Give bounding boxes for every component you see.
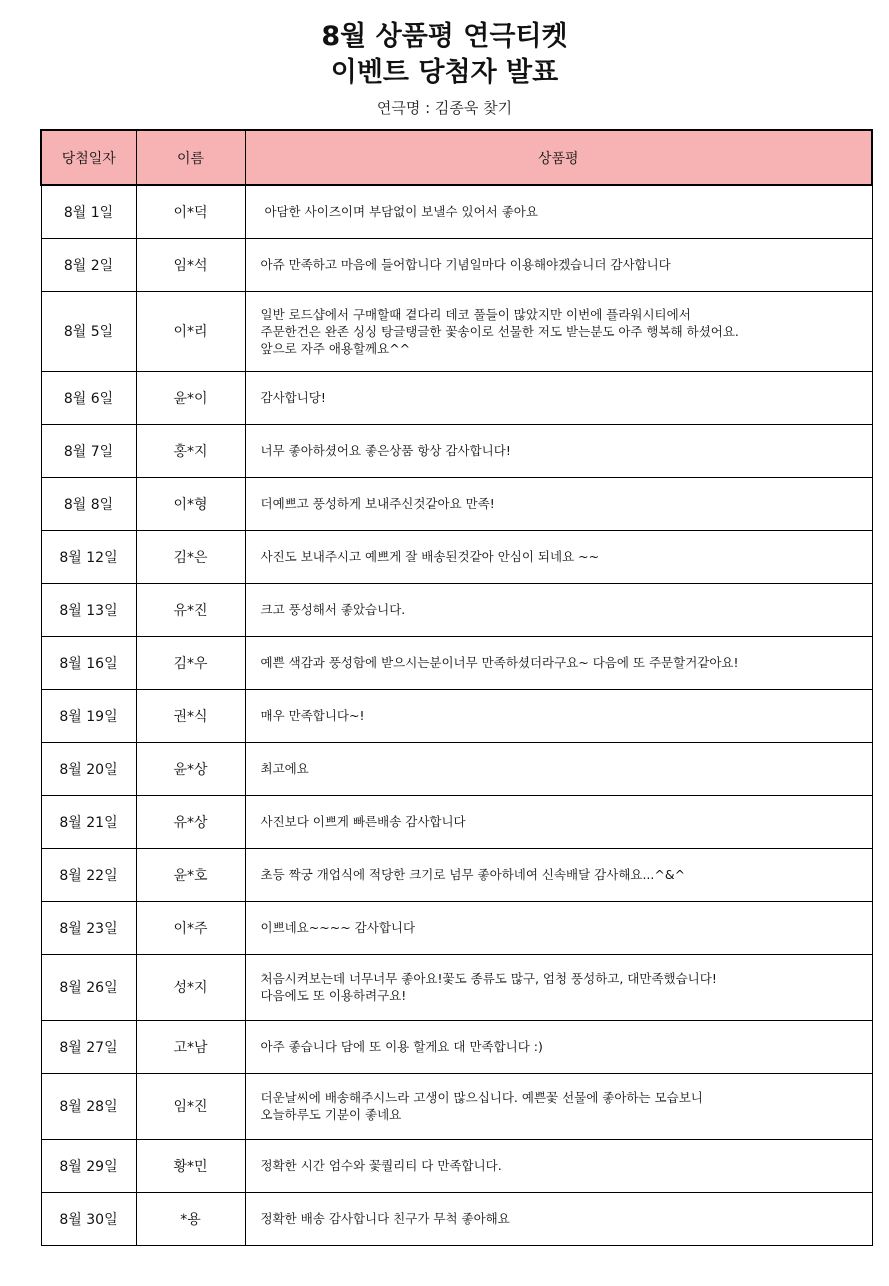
winner-date: 8월 30일 (41, 1192, 136, 1245)
table-row (41, 583, 872, 636)
winner-name: 이*주 (136, 901, 245, 954)
review-line: 다음에도 또 이용하려구요! (260, 988, 407, 1003)
winner-name: 이*리 (136, 291, 245, 371)
winner-name: 성*지 (136, 954, 245, 1020)
review-cell (245, 291, 872, 371)
winner-name: 권*식 (136, 689, 245, 742)
table-row (41, 742, 872, 795)
column-header-name: 이름 (136, 130, 245, 185)
review-cell (245, 901, 872, 954)
winner-date: 8월 20일 (41, 742, 136, 795)
review-line: 사진보다 이쁘게 빠른배송 감사합니다 (260, 814, 466, 829)
winner-date: 8월 2일 (41, 238, 136, 291)
table-row (41, 371, 872, 424)
winner-date: 8월 6일 (41, 371, 136, 424)
table-row (41, 477, 872, 530)
table-row (41, 689, 872, 742)
review-line: 더운날씨에 배송해주시느라 고생이 많으십니다. 예쁜꽃 선물에 좋아하는 모습보니 (260, 1090, 703, 1105)
review-line: 아담한 사이즈이며 부담없이 보낼수 있어서 좋아요 (260, 204, 538, 220)
winner-name: 윤*이 (136, 371, 245, 424)
table-row (41, 901, 872, 954)
winner-name: 황*민 (136, 1139, 245, 1192)
winner-name: 홍*지 (136, 424, 245, 477)
review-cell (245, 477, 872, 530)
column-header-date: 당첨일자 (41, 130, 136, 185)
review-line: 아쥬 만족하고 마음에 들어합니다 기념일마다 이용해야겠습니더 감사합니다 (260, 257, 671, 272)
review-line: 크고 풍성해서 좋았습니다. (260, 602, 406, 617)
review-line: 너무 좋아하셨어요 좋은상품 항상 감사합니다! (260, 443, 511, 458)
table-row (41, 795, 872, 848)
review-line: 감사합니당! (260, 390, 326, 405)
winner-date: 8월 22일 (41, 848, 136, 901)
review-cell (245, 689, 872, 742)
page-title: 8월 상품평 연극티켓 (321, 21, 568, 52)
review-line: 더예쁘고 풍성하게 보내주신것같아요 만족! (260, 496, 495, 511)
review-cell (245, 238, 872, 291)
table-row (41, 954, 872, 1020)
table-row (41, 238, 872, 291)
winner-name: 김*우 (136, 636, 245, 689)
winner-date: 8월 12일 (41, 530, 136, 583)
table-row (41, 530, 872, 583)
winner-date: 8월 16일 (41, 636, 136, 689)
winner-date: 8월 7일 (41, 424, 136, 477)
winner-name: 윤*호 (136, 848, 245, 901)
table-header-row (41, 130, 872, 185)
review-cell (245, 185, 872, 238)
review-line: 오늘하루도 기분이 좋네요 (260, 1107, 402, 1122)
review-cell (245, 583, 872, 636)
winner-date: 8월 8일 (41, 477, 136, 530)
winner-name: 고*남 (136, 1020, 245, 1073)
table-row (41, 636, 872, 689)
winner-date: 8월 5일 (41, 291, 136, 371)
review-line: 이쁘네요~~~~ 감사합니다 (260, 920, 416, 935)
winner-date: 8월 27일 (41, 1020, 136, 1073)
winner-date: 8월 13일 (41, 583, 136, 636)
table-row (41, 291, 872, 371)
winner-date: 8월 29일 (41, 1139, 136, 1192)
review-cell (245, 1073, 872, 1139)
review-cell (245, 1139, 872, 1192)
review-cell (245, 1020, 872, 1073)
review-line: 앞으로 자주 애용할께요^^ (260, 340, 411, 356)
table-row (41, 1139, 872, 1192)
winner-date: 8월 21일 (41, 795, 136, 848)
winners-table (40, 129, 873, 1246)
review-line: 주문한건은 완존 싱싱 탕글탱글한 꽃송이로 선물한 저도 받는분도 아주 행복해 하셨어요. (260, 323, 739, 339)
table-row (41, 1073, 872, 1139)
review-cell (245, 1192, 872, 1245)
review-line: 예쁜 색감과 풍성함에 받으시는분이너무 만족하셨더라구요~ 다음에 또 주문할거같아요! (260, 655, 739, 670)
review-line: 초등 짝궁 개업식에 적당한 크기로 넘무 좋아하네여 신속배달 감사해요...^&^ (260, 867, 686, 882)
winner-name: 윤*상 (136, 742, 245, 795)
winner-name: 유*상 (136, 795, 245, 848)
review-line: 최고에요 (260, 761, 309, 776)
winner-date: 8월 1일 (41, 185, 136, 238)
review-line: 처음시켜보는데 너무너무 좋아요!꽃도 종류도 많구, 엄청 풍성하고, 대만족했습니다! (260, 971, 717, 986)
review-cell (245, 424, 872, 477)
winner-date: 8월 28일 (41, 1073, 136, 1139)
winner-date: 8월 19일 (41, 689, 136, 742)
review-line: 정확한 시간 엄수와 꽃퀄리티 다 만족합니다. (260, 1158, 502, 1173)
review-cell (245, 530, 872, 583)
table-row (41, 185, 872, 238)
review-cell (245, 636, 872, 689)
play-name: 연극명 : 김종욱 찾기 (376, 99, 513, 117)
winner-name: 김*은 (136, 530, 245, 583)
table-row (41, 1192, 872, 1245)
winner-name: 임*진 (136, 1073, 245, 1139)
review-line: 정확한 배송 감사합니다 친구가 무척 좋아해요 (260, 1211, 510, 1226)
review-cell (245, 371, 872, 424)
review-cell (245, 795, 872, 848)
review-cell (245, 848, 872, 901)
review-cell (245, 742, 872, 795)
review-line: 일반 로드샵에서 구매할때 곁다리 데코 풀들이 많았지만 이번에 플라워시티에서 (260, 306, 691, 322)
page-title-line2: 이벤트 당첨자 발표 (330, 57, 559, 88)
table-row (41, 1020, 872, 1073)
table-row (41, 424, 872, 477)
review-line: 매우 만족합니다~! (260, 708, 365, 723)
table-row (41, 848, 872, 901)
review-cell (245, 954, 872, 1020)
winner-name: 임*석 (136, 238, 245, 291)
winner-name: 유*진 (136, 583, 245, 636)
winner-name: 이*형 (136, 477, 245, 530)
winner-name: *용 (136, 1192, 245, 1245)
winner-date: 8월 26일 (41, 954, 136, 1020)
review-line: 사진도 보내주시고 예쁘게 잘 배송된것같아 안심이 되네요 ~~ (260, 549, 600, 564)
column-header-review: 상품평 (245, 130, 872, 185)
review-line: 아주 좋습니다 담에 또 이용 할게요 대 만족합니다 :) (260, 1039, 543, 1054)
winner-date: 8월 23일 (41, 901, 136, 954)
winner-name: 이*덕 (136, 185, 245, 238)
